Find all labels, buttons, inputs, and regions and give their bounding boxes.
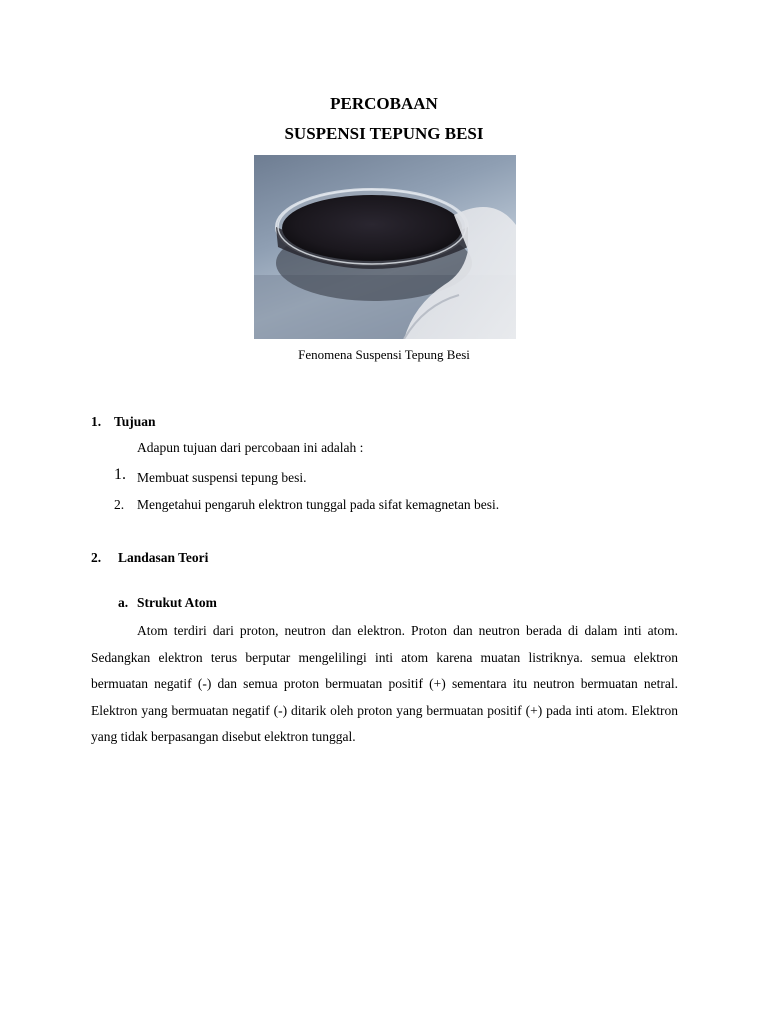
section1-title: Tujuan	[114, 414, 156, 429]
list-item-text: Mengetahui pengaruh elektron tunggal pada sifat kemagnetan besi.	[137, 497, 500, 512]
section2-number: 2.	[91, 550, 102, 565]
section2-title: Landasan Teori	[118, 550, 209, 565]
subsection-a-title: Strukut Atom	[137, 595, 217, 610]
figure-caption: Fenomena Suspensi Tepung Besi	[298, 347, 470, 362]
list-item-text: Membuat suspensi tepung besi.	[137, 470, 307, 485]
section1-number: 1.	[91, 414, 102, 429]
document-title-line1: PERCOBAAN	[330, 94, 438, 113]
subsection-a-number: a.	[118, 595, 129, 610]
document-title-line2: SUSPENSI TEPUNG BESI	[284, 124, 484, 143]
body-paragraph: Atom terdiri dari proton, neutron dan elektron. Proton dan neutron berada di dalam inti atom. Sedangkan elektron terus berputar mengelilingi inti atom karena muatan listriknya. semua elektron bermuatan negatif (-) dan semua proton bermuatan positif (+) sementara itu neutron bermuatan netral. Elektron yang bermuatan negatif (-) ditarik oleh proton yang bermuatan positif (+) pada inti atom. Elektron yang tidak berpasangan disebut elektron tunggal.	[91, 623, 678, 744]
list-item-number: 2.	[114, 497, 125, 512]
figure-photo	[254, 155, 516, 339]
section1-intro: Adapun tujuan dari percobaan ini adalah :	[137, 440, 364, 455]
list-item-number: 1.	[114, 466, 126, 483]
